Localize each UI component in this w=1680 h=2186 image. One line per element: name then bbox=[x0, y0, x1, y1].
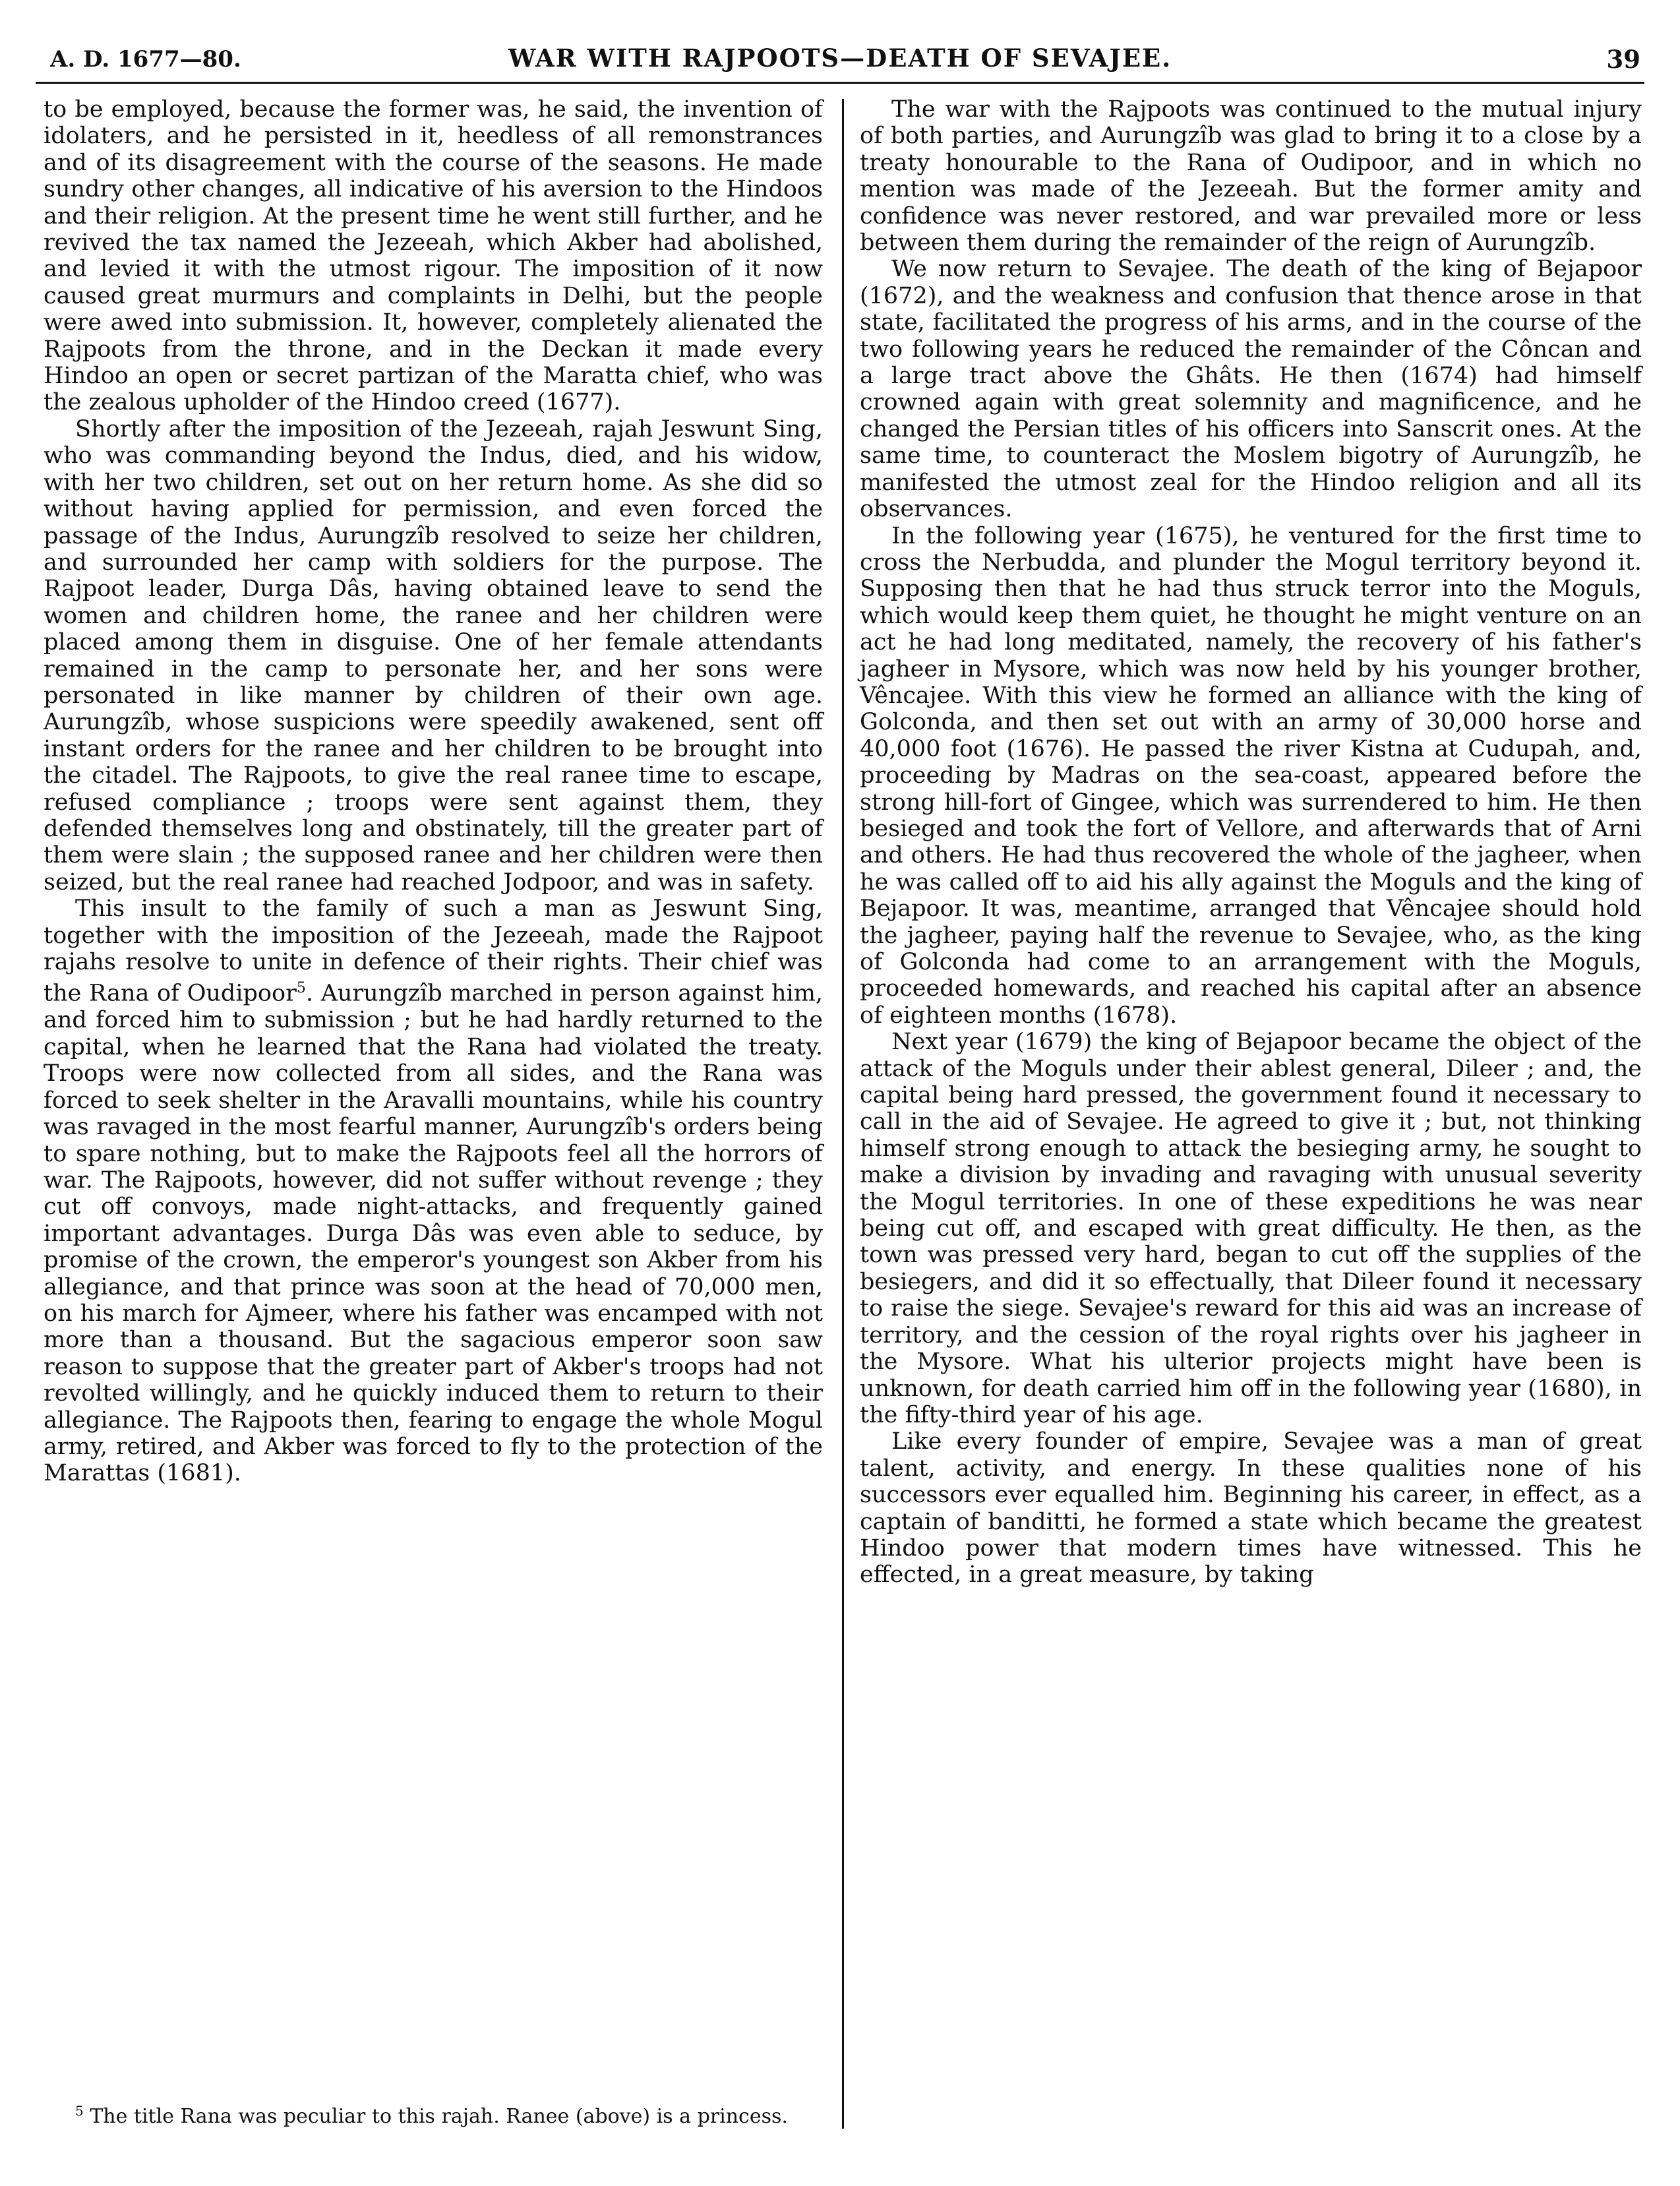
paragraph: to be employed, because the former was, he said, the invention of idolaters, and he persisted in it, heedless of all remonstrances and of its disagreement with the course of the seasons. He made sundry other changes, all indicative of his aversion to the Hindoos and their religion. At the present time he went still further, and he revived the tax named the Jezeeah, which Akber had abolished, and levied it with the utmost rigour. The imposition of it now caused great murmurs and complaints in Delhi, but the people were awed into submission. It, however, completely alienated the Rajpoots from the throne, and in the Deckan it made every Hindoo an open or secret partizan of the Maratta chief, who was the zealous upholder of the Hindoo creed (1677). bbox=[44, 96, 823, 416]
footnote-reference: 5 bbox=[296, 980, 306, 997]
paragraph: Shortly after the imposition of the Jezeeah, rajah Jeswunt Sing, who was commanding beyond the Indus, died, and his widow, with her two children, set out on her return home. As she did so without having applied for permission, and even forced the passage of the Indus, Aurungzîb resolved to seize her children, and surrounded her camp with soldiers for the purpose. The Rajpoot leader, Durga Dâs, having obtained leave to send the women and children home, the ranee and her children were placed among them in disguise. One of her female attendants remained in the camp to personate her, and her sons were personated in like manner by children of their own age. Aurungzîb, whose suspicions were speedily awakened, sent off instant orders for the ranee and her children to be brought into the citadel. The Rajpoots, to give the real ranee time to escape, refused compliance ; troops were sent against them, they defended themselves long and obstinately, till the greater part of them were slain ; the supposed ranee and her children were then seized, but the real ranee had reached Jodpoor, and was in safety. bbox=[44, 415, 823, 896]
paragraph bbox=[44, 896, 823, 1487]
paragraph-text: . Aurungzîb marched in person against him, and forced him to submission ; but he had hardly returned to the capital, when he learned that the Rana had violated the treaty. Troops were now collected from all sides, and the Rana was forced to seek shelter in the Aravalli mountains, while his country was ravaged in the most fearful manner, Aurungzîb's orders being to spare nothing, but to make the Rajpoots feel all the horrors of war. The Rajpoots, however, did not suffer without revenge ; they cut off convoys, made night-attacks, and frequently gained important advantages. Durga Dâs was even able to seduce, by promise of the crown, the emperor's youngest son Akber from his allegiance, and that prince was soon at the head of 70,000 men, on his march for Ajmeer, where his father was encamped with not more than a thousand. But the sagacious emperor soon saw reason to suppose that the greater part of Akber's troops had not revolted willingly, and he quickly induced them to return to their allegiance. The Rajpoots then, fearing to engage the whole Mogul army, retired, and Akber was forced to fly to the protection of the Marattas (1681). bbox=[44, 981, 824, 1487]
paragraph: Next year (1679) the king of Bejapoor became the object of the attack of the Moguls under their ablest general, Dileer ; and, the capital being hard pressed, the government found it necessary to call in the aid of Sevajee. He agreed to give it ; but, not thinking himself strong enough to attack the besieging army, he sought to make a division by invading and ravaging with unusual severity the Mogul territories. In one of these expeditions he was near being cut off, and escaped with great difficulty. He then, as the town was pressed very hard, began to cut off the supplies of the besiegers, and did it so effectually, that Dileer found it necessary to raise the siege. Sevajee's reward for this aid was an increase of territory, and the cession of the royal rights over his jagheer in the Mysore. What his ulterior projects might have been is unknown, for death carried him off in the following year (1680), in the fifty-third year of his age. bbox=[860, 1029, 1642, 1428]
right-column bbox=[860, 96, 1642, 1589]
paragraph: We now return to Sevajee. The death of the king of Bejapoor (1672), and the weakness and confusion that thence arose in that state, facilitated the progress of his arms, and in the course of the two following years he reduced the remainder of the Côncan and a large tract above the Ghâts. He then (1674) had himself crowned again with great solemnity and magnificence, and he changed the Persian titles of his officers into Sanscrit ones. At the same time, to counteract the Moslem bigotry of Aurungzîb, he manifested the utmost zeal for the Hindoo religion and all its observances. bbox=[860, 256, 1642, 523]
footnote-mark: 5 bbox=[75, 2103, 84, 2119]
paragraph: In the following year (1675), he ventured for the first time to cross the Nerbudda, and plunder the Mogul territory beyond it. Supposing then that he had thus struck terror into the Moguls, which would keep them quiet, he thought he might venture on an act he had long meditated, namely, the recovery of his father's jagheer in Mysore, which was now held by his younger brother, Vêncajee. With this view he formed an alliance with the king of Golconda, and then set out with an army of 30,000 horse and 40,000 foot (1676). He passed the river Kistna at Cudupah, and, proceeding by Madras on the sea-coast, appeared before the strong hill-fort of Gingee, which was surrendered to him. He then besieged and took the fort of Vellore, and afterwards that of Arni and others. He had thus recovered the whole of the jagheer, when he was called off to aid his ally against the Moguls and the king of Bejapoor. It was, meantime, arranged that Vêncajee should hold the jagheer, paying half the revenue to Sevajee, who, as the king of Golconda had come to an arrangement with the Moguls, proceeded homewards, and reached his capital after an absence of eighteen months (1678). bbox=[860, 522, 1642, 1029]
footnote-text: The title Rana was peculiar to this rajah. Ranee (above) is a princess. bbox=[90, 2105, 788, 2128]
paragraph: The war with the Rajpoots was continued to the mutual injury of both parties, and Aurungzîb was glad to bring it to a close by a treaty honourable to the Rana of Oudipoor, and in which no mention was made of the Jezeeah. But the former amity and confidence was never restored, and war prevailed more or less between them during the remainder of the reign of Aurungzîb. bbox=[860, 96, 1642, 257]
header-rule bbox=[36, 82, 1644, 84]
left-column bbox=[44, 96, 823, 1487]
paragraph: Like every founder of empire, Sevajee was a man of great talent, activity, and energy. In these qualities none of his successors ever equalled him. Beginning his career, in effect, as a captain of banditti, he formed a state which became the greatest Hindoo power that modern times have witnessed. This he effected, in a great measure, by taking bbox=[860, 1428, 1642, 1589]
running-header bbox=[36, 42, 1644, 80]
book-page bbox=[36, 42, 1644, 2146]
paragraph-text: This insult to the family of such a man as Jeswunt Sing, together with the imposition of the Jezeeah, made the Rajpoot rajahs resolve to unite in defence of their rights. Their chief was the Rana of Oudipoor bbox=[44, 896, 823, 1008]
header-title: WAR WITH RAJPOOTS—DEATH OF SEVAJEE. bbox=[508, 44, 1172, 73]
footnote bbox=[44, 2100, 823, 2128]
header-date-range: A. D. 1677—80. bbox=[50, 46, 241, 73]
column-divider bbox=[842, 99, 844, 2129]
page-number: 39 bbox=[1606, 45, 1640, 74]
